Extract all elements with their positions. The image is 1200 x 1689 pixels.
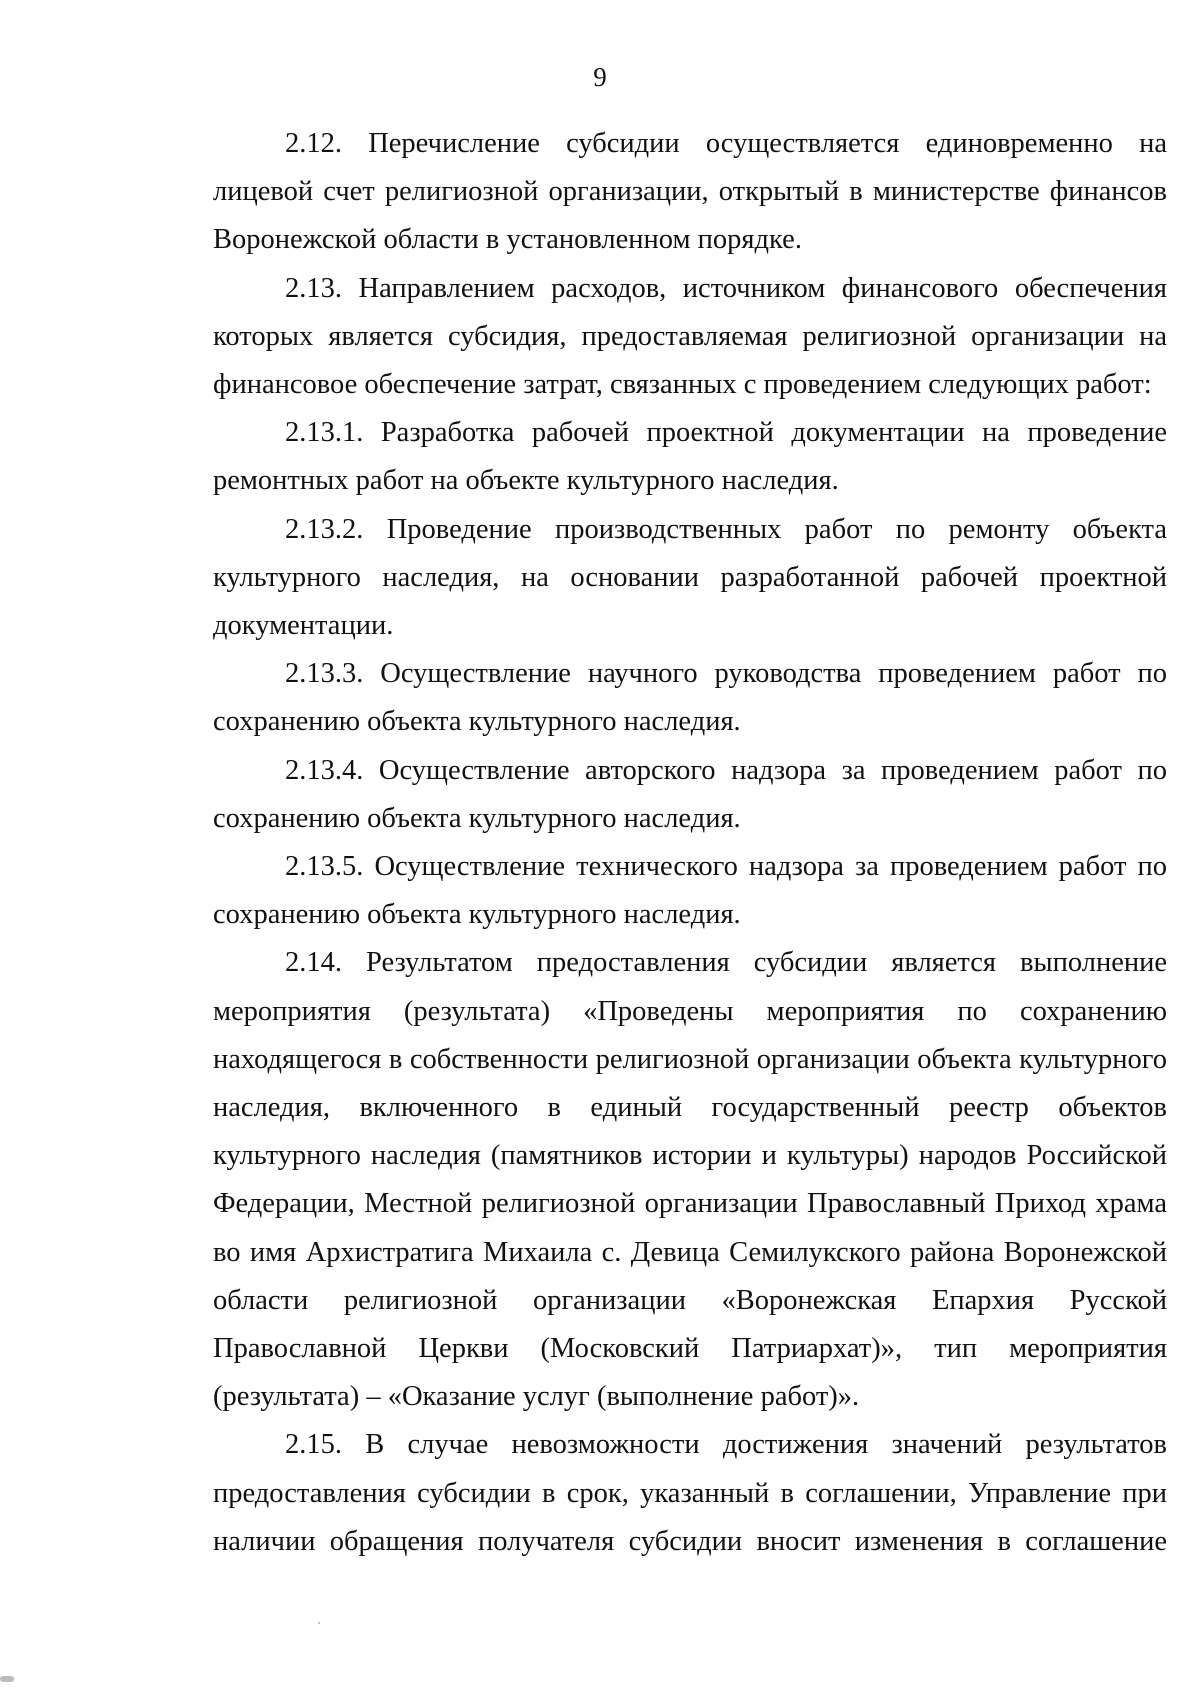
- paragraph-2-13-1: 2.13.1. Разработка рабочей проектной документации на проведение ремонтных работ на объекте культурного наследия.: [213, 417, 1167, 497]
- scan-artifact: [318, 1622, 320, 1624]
- paragraph-2-12: 2.12. Перечисление субсидии осуществляется единовременно на лицевой счет религиозной организации, открытый в министерстве финансов Воронежской области в установленном порядке.: [213, 128, 1167, 256]
- paragraph-2-13-4: 2.13.4. Осуществление авторского надзора за проведением работ по сохранению объекта культурного наследия.: [213, 754, 1167, 834]
- paragraph-2-13-3: 2.13.3. Осуществление научного руководства проведением работ по сохранению объекта культурного наследия.: [213, 658, 1167, 738]
- page-number: 9: [593, 62, 607, 92]
- document-body: [213, 120, 1167, 1566]
- paragraph-2-14: 2.14. Результатом предоставления субсидии является выполнение мероприятия (результата) «Проведены мероприятия по сохранению находящегося в собственности религиозной организации объекта культурного наследия, включенного в единый государственный реестр объектов культурного наследия (памятников истории и культуры) народов Российской Федерации, Местной религиозной организации Православный Приход храма во имя Архистратига Михаила с. Девица Семилукского района Воронежской области религиозной организации «Воронежская Епархия Русской Православной Церкви (Московский Патриархат)», тип мероприятия (результата) – «Оказание услуг (выполнение работ)».: [213, 947, 1167, 1413]
- scan-artifact: [0, 1676, 14, 1682]
- paragraph-2-15: 2.15. В случае невозможности достижения значений результатов предоставления субсидии в срок, указанный в соглашении, Управление при наличии обращения получателя субсидии вносит изменения в соглашение: [213, 1429, 1167, 1557]
- paragraph-2-13-5: 2.13.5. Осуществление технического надзора за проведением работ по сохранению объекта культурного наследия.: [213, 851, 1167, 931]
- paragraph-2-13: 2.13. Направлением расходов, источником финансового обеспечения которых является субсидия, предоставляемая религиозной организации на финансовое обеспечение затрат, связанных с проведением следующих работ:: [213, 272, 1167, 401]
- paragraph-2-13-2: 2.13.2. Проведение производственных работ по ремонту объекта культурного наследия, на основании разработанной рабочей проектной документации.: [213, 513, 1167, 642]
